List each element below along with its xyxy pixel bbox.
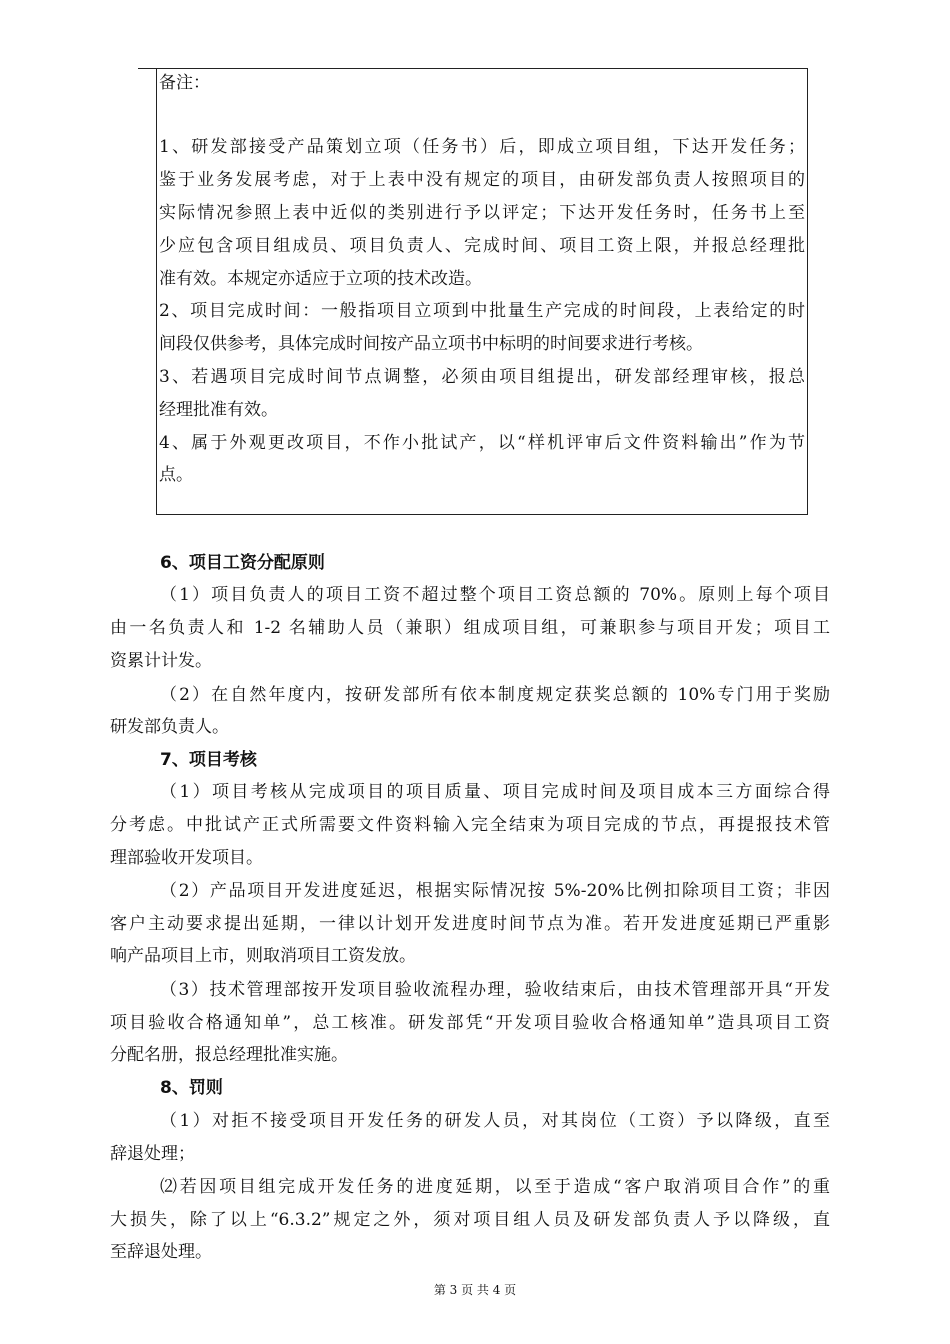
paragraph-line: （2）产品项目开发进度延迟，根据实际情况按 5%-20%比例扣除项目工资；非因 <box>160 881 830 901</box>
remarks-line: 间段仅供参考，具体完成时间按产品立项书中标明的时间要求进行考核。 <box>159 334 703 354</box>
paragraph-line: 分考虑。中批试产正式所需要文件资料输入完全结束为项目完成的节点，再提报技术管 <box>110 815 830 835</box>
remarks-line: 准有效。本规定亦适应于立项的技术改造。 <box>159 269 482 289</box>
section-heading-8: 8、罚则 <box>160 1078 223 1098</box>
remarks-line: 鉴于业务发展考虑，对于上表中没有规定的项目，由研发部负责人按照项目的 <box>159 170 805 190</box>
paragraph-line: 大损失，除了以上“6.3.2”规定之外，须对项目组人员及研发部负责人予以降级，直 <box>110 1210 830 1230</box>
page-number: 第 3 页 共 4 页 <box>433 1283 517 1297</box>
paragraph-line: 项目验收合格通知单”，总工核准。研发部凭“开发项目验收合格通知单”造具项目工资 <box>110 1013 830 1033</box>
paragraph-line: 至辞退处理。 <box>110 1242 212 1262</box>
paragraph-line: 由一名负责人和 1-2 名辅助人员（兼职）组成项目组，可兼职参与项目开发；项目工 <box>110 618 830 638</box>
remarks-line: 经理批准有效。 <box>159 400 278 420</box>
remarks-line: 点。 <box>159 465 193 485</box>
paragraph-line: 资累计计发。 <box>110 651 212 671</box>
remarks-line: 2、项目完成时间：一般指项目立项到中批量生产完成的时间段，上表给定的时 <box>159 301 805 321</box>
paragraph-line: ⑵若因项目组完成开发任务的进度延期，以至于造成“客户取消项目合作”的重 <box>160 1177 830 1197</box>
remarks-line: 4、属于外观更改项目，不作小批试产，以“样机评审后文件资料输出”作为节 <box>159 433 805 453</box>
paragraph-line: 客户主动要求提出延期，一律以计划开发进度时间节点为准。若开发进度延期已严重影 <box>110 914 830 934</box>
table-border-fragment <box>138 68 158 69</box>
remarks-line: 实际情况参照上表中近似的类别进行予以评定；下达开发任务时，任务书上至 <box>159 203 805 223</box>
paragraph-line: （2）在自然年度内，按研发部所有依本制度规定获奖总额的 10%专门用于奖励 <box>160 685 830 705</box>
section-heading-6: 6、项目工资分配原则 <box>160 553 325 573</box>
paragraph-line: 分配名册，报总经理批准实施。 <box>110 1045 348 1065</box>
remarks-line: 1、研发部接受产品策划立项（任务书）后，即成立项目组，下达开发任务； <box>159 137 805 157</box>
paragraph-line: （1）项目考核从完成项目的项目质量、项目完成时间及项目成本三方面综合得 <box>160 782 830 802</box>
paragraph-line: （1）对拒不接受项目开发任务的研发人员，对其岗位（工资）予以降级，直至 <box>160 1111 830 1131</box>
remarks-line: 3、若遇项目完成时间节点调整，必须由项目组提出，研发部经理审核，报总 <box>159 367 805 387</box>
remarks-box <box>156 68 808 515</box>
paragraph-line: （1）项目负责人的项目工资不超过整个项目工资总额的 70%。原则上每个项目 <box>160 585 830 605</box>
paragraph-line: 理部验收开发项目。 <box>110 848 263 868</box>
section-heading-7: 7、项目考核 <box>160 750 257 770</box>
remarks-title: 备注： <box>159 73 210 93</box>
paragraph-line: 响产品项目上市，则取消项目工资发放。 <box>110 946 416 966</box>
paragraph-line: （3）技术管理部按开发项目验收流程办理，验收结束后，由技术管理部开具“开发 <box>160 980 830 1000</box>
remarks-line: 少应包含项目组成员、项目负责人、完成时间、项目工资上限，并报总经理批 <box>159 236 805 256</box>
paragraph-line: 研发部负责人。 <box>110 717 229 737</box>
paragraph-line: 辞退处理； <box>110 1144 195 1164</box>
